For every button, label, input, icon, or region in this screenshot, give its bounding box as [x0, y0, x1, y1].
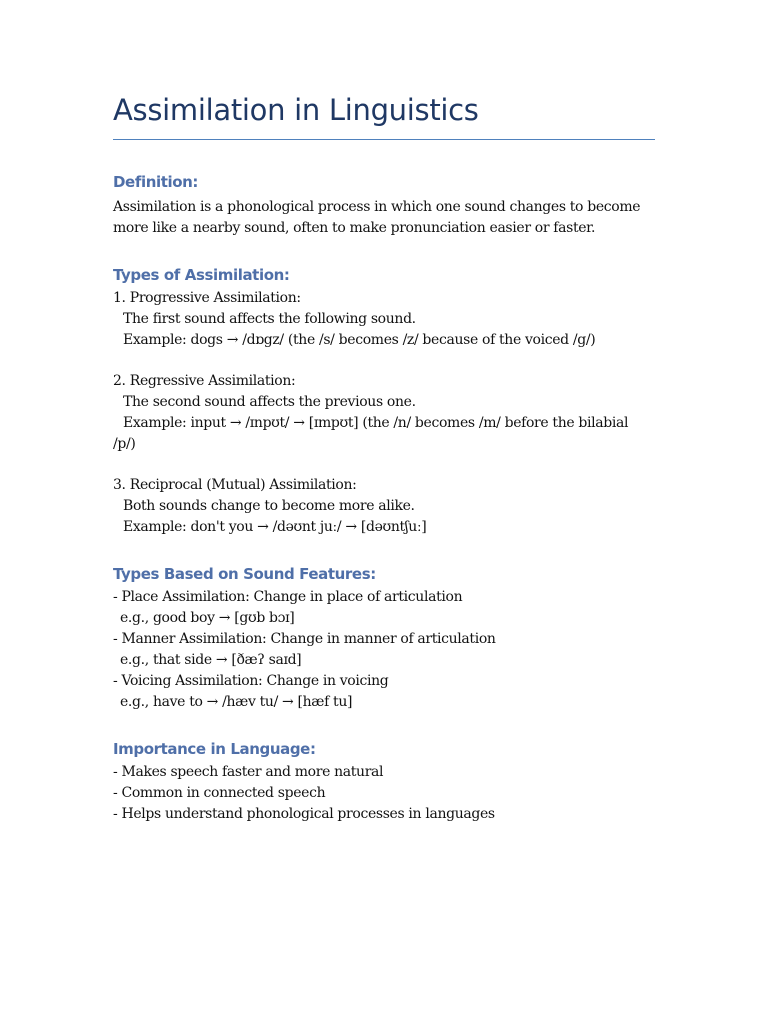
type-name: 3. Reciprocal (Mutual) Assimilation: [113, 477, 357, 493]
importance-section [113, 739, 655, 825]
importance-item: - Common in connected speech [113, 785, 326, 801]
type-example: Example: don't you → /dəʊnt juː/ → [dəʊntʃuː] [123, 519, 427, 535]
document-body [113, 172, 655, 825]
document-title: Assimilation in Linguistics [113, 93, 479, 127]
title-underline [113, 139, 655, 140]
feature-item-place [113, 587, 655, 629]
feature-label: - Place Assimilation: Change in place of articulation [113, 589, 463, 605]
type-item-reciprocal [113, 475, 655, 538]
definition-heading: Definition: [113, 173, 199, 191]
feature-example: e.g., that side → [ðæʔ saɪd] [120, 652, 302, 668]
type-item-regressive [113, 371, 655, 455]
type-description: The second sound affects the previous one. [123, 394, 416, 410]
importance-item: - Helps understand phonological processes in languages [113, 806, 495, 822]
types-heading: Types of Assimilation: [113, 266, 290, 284]
definition-section [113, 172, 655, 239]
type-description: Both sounds change to become more alike. [123, 498, 415, 514]
feature-item-manner [113, 629, 655, 671]
type-name: 2. Regressive Assimilation: [113, 373, 296, 389]
type-name: 1. Progressive Assimilation: [113, 290, 301, 306]
feature-label: - Voicing Assimilation: Change in voicing [113, 673, 389, 689]
feature-label: - Manner Assimilation: Change in manner of articulation [113, 631, 496, 647]
feature-item-voicing [113, 671, 655, 713]
type-example-continued: /p/) [113, 436, 136, 452]
type-description: The first sound affects the following sound. [123, 311, 416, 327]
type-example: Example: input → /ɪnpʊt/ → [ɪmpʊt] (the /n/ becomes /m/ before the bilabial [123, 415, 629, 431]
definition-text: Assimilation is a phonological process in which one sound changes to become more like a nearby sound, often to make pronunciation easier or faster. [113, 199, 645, 236]
features-section [113, 564, 655, 713]
importance-heading: Importance in Language: [113, 740, 316, 758]
type-item-progressive [113, 288, 655, 351]
types-section [113, 265, 655, 538]
type-example: Example: dogs → /dɒgz/ (the /s/ becomes /z/ because of the voiced /g/) [123, 332, 596, 348]
features-heading: Types Based on Sound Features: [113, 565, 376, 583]
feature-example: e.g., have to → /hæv tu/ → [hæf tu] [120, 694, 353, 710]
importance-item: - Makes speech faster and more natural [113, 764, 384, 780]
feature-example: e.g., good boy → [gʊb bɔɪ] [120, 610, 295, 626]
